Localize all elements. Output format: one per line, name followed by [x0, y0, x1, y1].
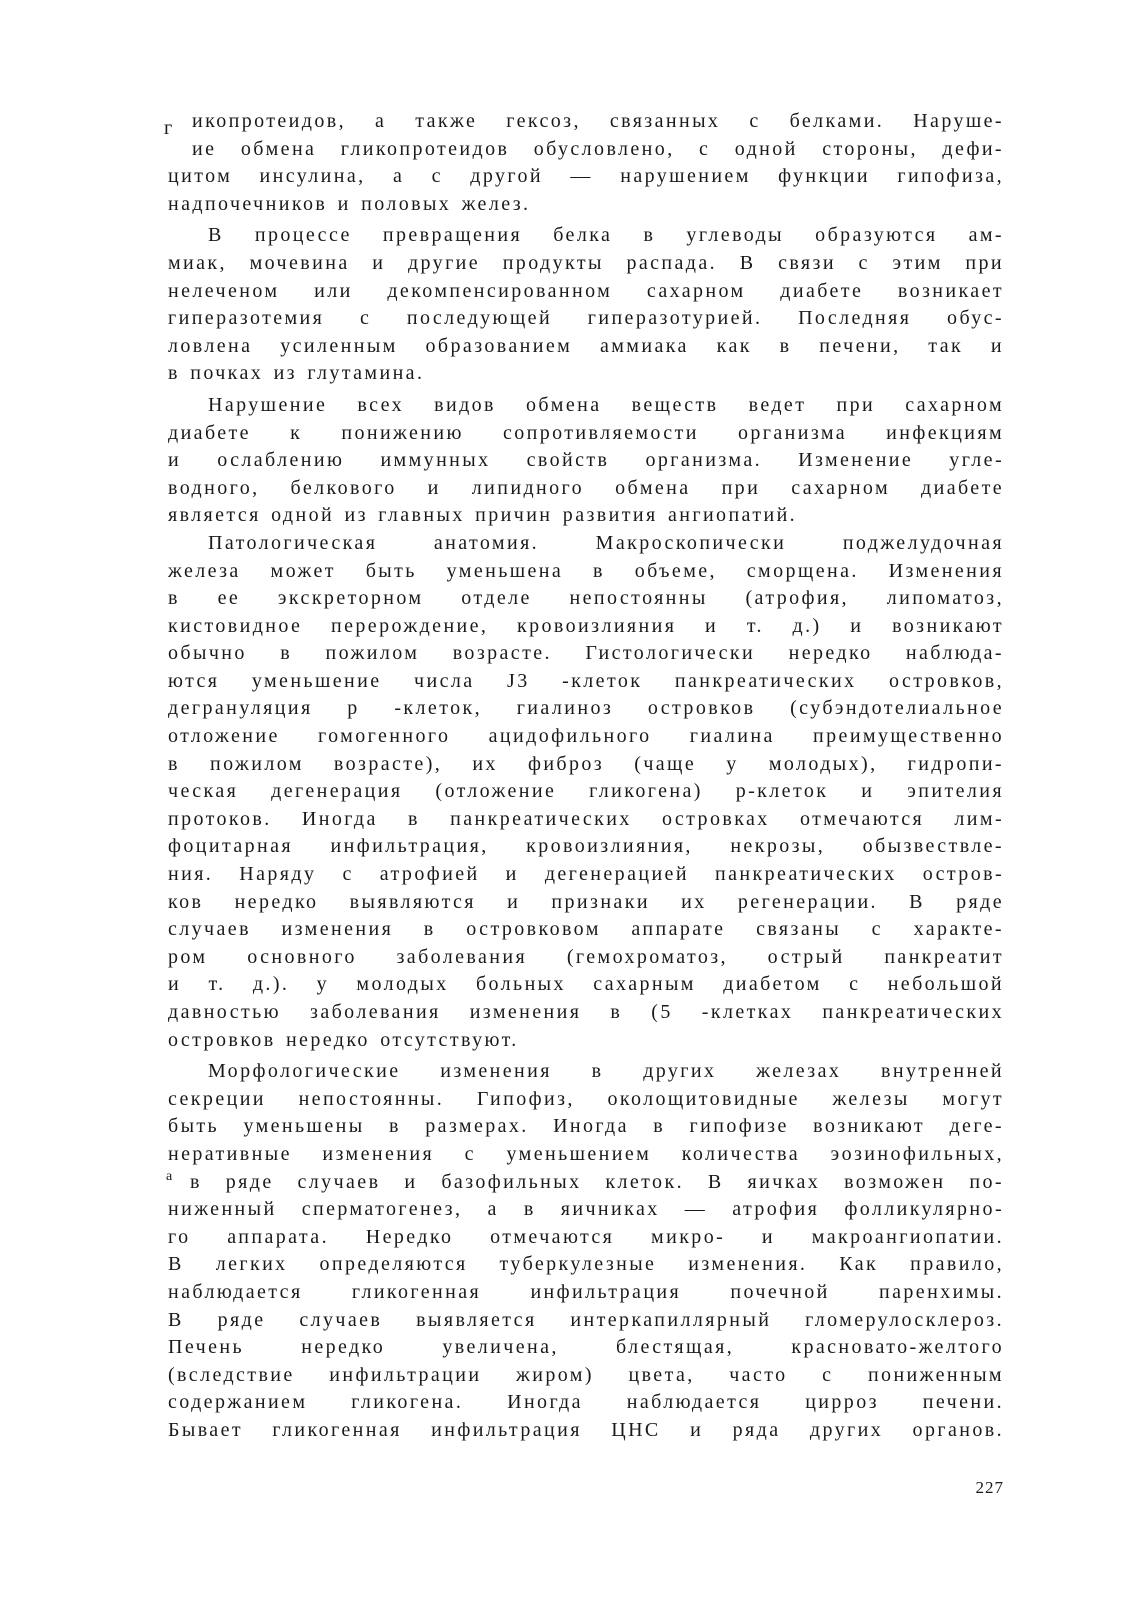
text-line: давностью заболевания изменения в (5 -клетках панкреатических — [168, 1001, 1004, 1023]
text-line: Нарушение всех видов обмена веществ ведет при сахарном — [208, 393, 1004, 416]
text-line: а в ряде случаев и базофильных клеток. В яичках возможен по- — [166, 1168, 1004, 1193]
text-line: и ослаблению иммунных свойств организма. Изменение угле- — [168, 449, 1004, 472]
text-line: Морфологические изменения в других железах внутренней — [208, 1060, 1004, 1083]
text-line: ются уменьшение числа J3 -клеток панкреатических островков, — [168, 669, 1004, 692]
text-line: ловлена усиленным образованием аммиака как в печени, так и — [168, 334, 1004, 357]
text-line: гиперазотемия с последующей гиперазотурией. Последняя обус- — [168, 307, 1004, 330]
text-line: является одной из главных причин развития ангиопатий. — [168, 504, 798, 527]
text-line: Бывает гликогенная инфильтрация ЦНС и ряда других органов. — [168, 1418, 1004, 1441]
page-body — [164, 108, 1004, 1445]
paragraph — [168, 530, 1004, 1054]
paragraph — [168, 222, 1004, 388]
text-line: обычно в пожилом возрасте. Гистологически нередко наблюда- — [168, 642, 1004, 665]
text-line: В процессе превращения белка в углеводы образуются ам- — [208, 224, 1004, 247]
text-line: Патологическая анатомия. Макроскопически поджелудочная — [208, 531, 1004, 554]
text-line: ния. Наряду с атрофией и дегенерацией панкреатических остров- — [168, 863, 1004, 886]
text-line: ниженный сперматогенез, а в яичниках — атрофия фолликулярно- — [168, 1198, 1004, 1221]
text-line: в ее экскреторном отделе непостоянны (атрофия, липоматоз, — [168, 587, 1004, 610]
text-line: фоцитарная инфильтрация, кровоизлияния, некрозы, обызвествле- — [168, 835, 1004, 858]
text-line: В легких определяются туберкулезные изменения. Как правило, — [168, 1253, 1004, 1276]
text-line: в почках из глутамина. — [168, 362, 425, 385]
text-line: наблюдается гликогенная инфильтрация почечной паренхимы. — [168, 1280, 1004, 1303]
text-line: ром основного заболевания (гемохроматоз, острый панкреатит — [168, 945, 1004, 968]
text-line: г икопротеидов, а также гексоз, связанных с белками. Наруше- — [164, 110, 1004, 139]
text-line: островков нередко отсутствуют. — [168, 1028, 519, 1051]
margin-mark: а — [166, 1168, 173, 1184]
paragraph — [168, 1058, 1004, 1444]
text-line: водного, белкового и липидного обмена при сахарном диабете — [168, 476, 1004, 499]
text-line: го аппарата. Нередко отмечаются микро- и макроангиопатии. — [168, 1225, 1004, 1248]
text-line: и т. д.). у молодых больных сахарным диабетом с небольшой — [168, 973, 1004, 996]
paragraph — [168, 392, 1004, 530]
text-line: цитом инсулина, а с другой — нарушением функции гипофиза, — [168, 165, 1004, 188]
text-line: Печень нередко увеличена, блестящая, красновато-желтого — [168, 1336, 1004, 1359]
text-line: миак, мочевина и другие продукты распада. В связи с этим при — [168, 251, 1004, 274]
text-line: секреции непостоянны. Гипофиз, околощитовидные железы могут — [168, 1087, 1004, 1110]
text-line: отложение гомогенного ацидофильного гиалина преимущественно — [168, 725, 1004, 748]
text-line: железа может быть уменьшена в объеме, сморщена. Изменения — [168, 559, 1004, 582]
text-line: диабете к понижению сопротивляемости организма инфекциям — [168, 421, 1004, 444]
text-line: быть уменьшены в размерах. Иногда в гипофизе возникают деге- — [168, 1115, 1004, 1138]
text-line: (вследствие инфильтрации жиром) цвета, часто с пониженным — [168, 1363, 1004, 1386]
paragraph — [164, 108, 1004, 218]
text-line: надпочечников и половых желез. — [168, 192, 531, 215]
text-line: содержанием гликогена. Иногда наблюдается цирроз печени. — [168, 1391, 1004, 1414]
text-line: нелеченом или декомпенсированном сахарном диабете возникает — [168, 279, 1004, 302]
text-line: протоков. Иногда в панкреатических островках отмечаются лим- — [168, 807, 1004, 830]
text-line: дегрануляция р -клеток, гиалиноз островков (субэндотелиальное — [168, 697, 1004, 720]
text-line: ие обмена гликопротеидов обусловлено, с одной стороны, дефи- — [192, 137, 1004, 160]
text-line: случаев изменения в островковом аппарате связаны с характе- — [168, 918, 1004, 941]
text-line: В ряде случаев выявляется интеркапиллярный гломерулосклероз. — [168, 1308, 1004, 1331]
text-line: в пожилом возрасте), их фиброз (чаще у молодых), гидропи- — [168, 752, 1004, 775]
text-line: неративные изменения с уменьшением количества эозинофильных, — [168, 1142, 1004, 1165]
text-line: кистовидное перерождение, кровоизлияния и т. д.) и возникают — [168, 614, 1004, 637]
text-line: ков нередко выявляются и признаки их регенерации. В ряде — [168, 890, 1004, 913]
page-number: 227 — [975, 1478, 1004, 1497]
margin-mark: г — [164, 117, 173, 139]
text-line: ческая дегенерация (отложение гликогена) р-клеток и эпителия — [168, 780, 1004, 803]
